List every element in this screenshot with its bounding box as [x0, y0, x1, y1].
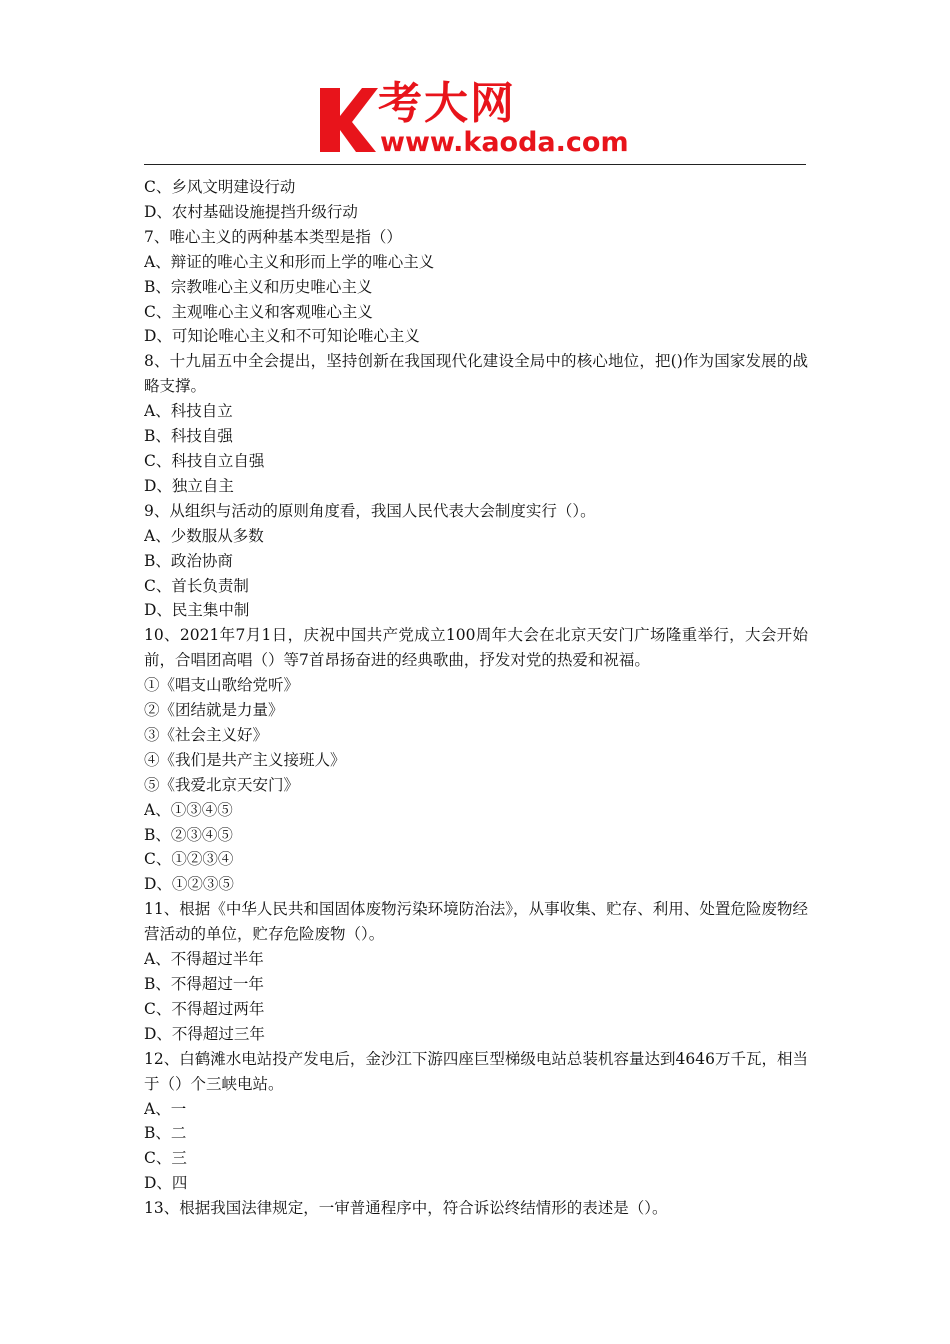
option-line: D、①②③⑤ — [144, 875, 234, 894]
question-line: 10、2021年7月1日，庆祝中国共产党成立100周年大会在北京天安门广场隆重举行，大会开始前，合唱团高唱（）等7首昂扬奋进的经典歌曲，抒发对党的热爱和祝福。 — [144, 626, 808, 670]
option-line: D、四 — [144, 1174, 188, 1193]
option-line: C、首长负责制 — [144, 576, 249, 595]
option-line: C、①②③④ — [144, 850, 234, 869]
song-line: ②《团结就是力量》 — [144, 701, 284, 720]
option-line: D、民主集中制 — [144, 601, 250, 620]
question-line: 8、十九届五中全会提出，坚持创新在我国现代化建设全局中的核心地位，把()作为国家发展的战略支撑。 — [144, 352, 808, 396]
kaoda-logo — [318, 80, 638, 160]
option-line: C、三 — [144, 1149, 187, 1168]
option-line: B、不得超过一年 — [144, 975, 264, 993]
option-line: B、二 — [144, 1124, 187, 1143]
song-line: ④《我们是共产主义接班人》 — [144, 750, 346, 769]
question-content — [144, 175, 808, 1221]
option-line: C、科技自立自强 — [144, 451, 265, 470]
logo-url-text: www.kaoda.com — [380, 127, 629, 158]
song-line: ③《社会主义好》 — [144, 725, 269, 744]
header-divider — [144, 164, 806, 165]
option-line: A、不得超过半年 — [144, 950, 264, 969]
option-line: C、不得超过两年 — [144, 999, 265, 1018]
option-line: A、①③④⑤ — [144, 800, 233, 819]
question-line: 7、唯心主义的两种基本类型是指（） — [144, 227, 402, 246]
option-line: C、主观唯心主义和客观唯心主义 — [144, 302, 373, 321]
option-line: B、②③④⑤ — [144, 825, 233, 844]
option-line: B、科技自强 — [144, 427, 233, 446]
song-line: ①《唱支山歌给党听》 — [144, 676, 300, 695]
option-line: D、不得超过三年 — [144, 1024, 265, 1043]
option-line: D、农村基础设施提挡升级行动 — [144, 202, 358, 221]
song-line: ⑤《我爱北京天安门》 — [144, 775, 300, 794]
question-line: 9、从组织与活动的原则角度看，我国人民代表大会制度实行（）。 — [144, 501, 596, 520]
option-line: C、乡风文明建设行动 — [144, 178, 296, 196]
option-line: A、科技自立 — [144, 402, 233, 421]
option-line: D、可知论唯心主义和不可知论唯心主义 — [144, 327, 420, 346]
logo-brand-text: 考大网 — [378, 78, 516, 129]
option-line: A、少数服从多数 — [144, 526, 264, 545]
option-line: B、政治协商 — [144, 551, 233, 570]
option-line: A、辩证的唯心主义和形而上学的唯心主义 — [144, 252, 435, 271]
option-line: A、一 — [144, 1099, 187, 1118]
option-line: D、独立自主 — [144, 476, 234, 495]
question-line: 11、根据《中华人民共和国固体废物污染环境防治法》，从事收集、贮存、利用、处置危险废物经营活动的单位，贮存危险废物（）。 — [144, 900, 808, 944]
option-line: B、宗教唯心主义和历史唯心主义 — [144, 277, 373, 296]
question-line: 13、根据我国法律规定，一审普通程序中，符合诉讼终结情形的表述是（）。 — [144, 1199, 668, 1218]
k-logo-icon — [318, 80, 378, 160]
question-line: 12、白鹤滩水电站投产发电后，金沙江下游四座巨型梯级电站总装机容量达到4646万千瓦，相当于（）个三峡电站。 — [144, 1049, 808, 1093]
